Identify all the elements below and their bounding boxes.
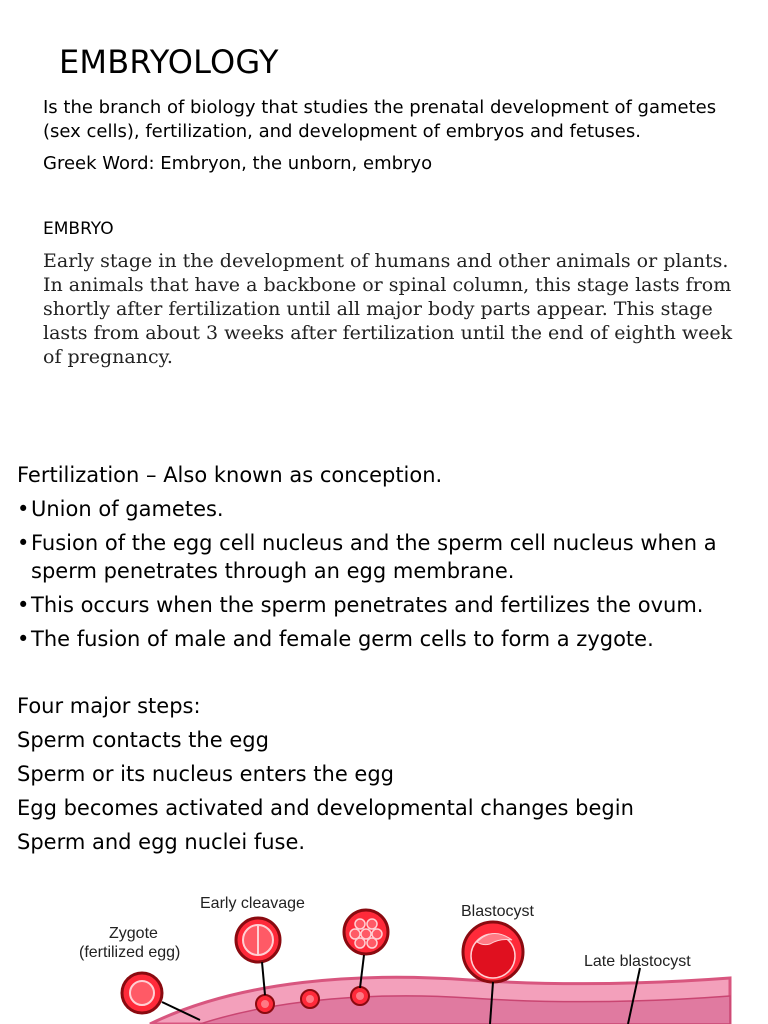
fertilization-heading: Fertilization – Also known as conception. bbox=[17, 463, 443, 487]
embryo-heading: EMBRYO bbox=[43, 219, 114, 239]
embryology-definition: Is the branch of biology that studies the prenatal development of gametes (sex cells), fertilization, and development of embryos and fetuses. bbox=[43, 97, 717, 142]
steps-list bbox=[17, 726, 634, 862]
tube-cell bbox=[261, 1000, 269, 1008]
steps-heading: Four major steps: bbox=[17, 694, 201, 718]
page-title: EMBRYOLOGY bbox=[59, 43, 279, 81]
step-item: Sperm or its nucleus enters the egg bbox=[17, 762, 395, 786]
bullet-item: • Union of gametes. bbox=[17, 495, 757, 523]
step-item: Sperm and egg nuclei fuse. bbox=[17, 830, 306, 854]
label-fertilized-egg: (fertilized egg) bbox=[79, 944, 181, 961]
bullet-item: • The fusion of male and female germ cells to form a zygote. bbox=[17, 625, 757, 653]
embryo-development-diagram bbox=[0, 880, 768, 1024]
bullet-item: • This occurs when the sperm penetrates and fertilizes the ovum. bbox=[17, 591, 757, 619]
label-early-cleavage: Early cleavage bbox=[200, 895, 305, 912]
step-item: Egg becomes activated and developmental changes begin bbox=[17, 796, 634, 820]
bullet-item: • Fusion of the egg cell nucleus and the sperm cell nucleus when a sperm penetrates through an egg membrane. bbox=[17, 529, 757, 585]
greek-word: Greek Word: Embryon, the unborn, embryo bbox=[43, 153, 433, 174]
label-late-blastocyst: Late blastocyst bbox=[584, 953, 691, 970]
step-item: Sperm contacts the egg bbox=[17, 728, 269, 752]
tube-cell bbox=[306, 995, 314, 1003]
zygote-nucleus bbox=[130, 981, 154, 1005]
label-zygote: Zygote bbox=[109, 925, 158, 942]
embryo-description: Early stage in the development of humans and other animals or plants. In animals that have a backbone or spinal column, this stage lasts from shortly after fertilization until all major body parts appear. This stage lasts from about 3 weeks after fertilization until the end of eighth week of pregnancy. bbox=[43, 250, 733, 368]
fertilization-bullets bbox=[17, 495, 757, 659]
tube-cell bbox=[356, 992, 364, 1000]
label-blastocyst: Blastocyst bbox=[461, 903, 534, 920]
